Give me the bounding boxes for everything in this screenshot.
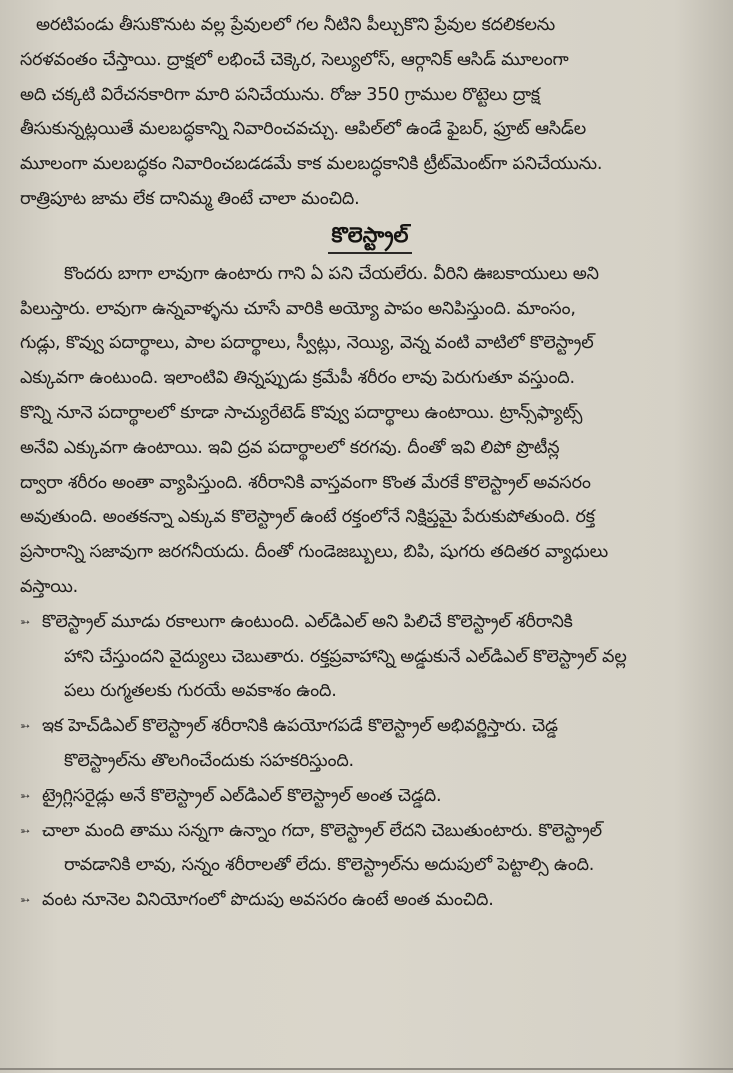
text-line: కొందరు బాగా లావుగా ఉంటారు గాని ఏ పని చేయలేరు. వీరిని ఊబకాయులు అని <box>64 263 599 284</box>
bullet-item <box>20 779 720 814</box>
text-line: ప్రసారాన్ని సజావుగా జరగనీయదు. దీంతో గుండెజబ్బులు, బిపి, షుగరు తదితర వ్యాధులు <box>20 542 608 563</box>
text-line: పిలుస్తారు. లావుగా ఉన్నవాళ్ళను చూసే వారికి అయ్యో పాపం అనిపిస్తుంది. మాంసం, <box>20 298 576 319</box>
bullet-arrow-icon: ➳ <box>20 719 31 734</box>
bullet-item <box>20 605 720 709</box>
text-line: అది చక్కటి విరేచనకారిగా మారి పనిచేయును. రోజు 350 గ్రాముల రొట్టెలు ద్రాక్ష <box>20 84 540 105</box>
bullet-text: కొలెస్ట్రాల్ మూడు రకాలుగా ఉంటుంది. ఎల్‌డిఎల్ అని పిలిచే కొలెస్ట్రాల్ శరీరానికి <box>42 611 573 632</box>
bullet-text: ఇక హెచ్‌డిఎల్ కొలెస్ట్రాల్ శరీరానికి ఉపయోగపడే కొలెస్ట్రాల్ అభివర్ణిస్తారు. చెడ్డ <box>42 716 558 737</box>
bullet-text: కొలెస్ట్రాల్‌ను తొలగించేందుకు సహకరిస్తుంది. <box>64 750 354 771</box>
page-bottom-rule <box>0 1068 733 1070</box>
bullet-arrow-icon: ➳ <box>20 893 31 908</box>
text-line: ద్వారా శరీరం అంతా వ్యాపిస్తుంది. శరీరానికి వాస్తవంగా కొంత మేరకే కొలెస్ట్రాల్ అవసరం <box>20 472 591 493</box>
text-line: కొన్ని నూనె పదార్థాలలో కూడా సాచ్యురేటెడ్ కొవ్వు పదార్థాలు ఉంటాయి. ట్రాన్స్‌ఫ్యాట్స్ <box>20 402 583 423</box>
bullet-arrow-icon: ➳ <box>20 823 31 838</box>
paragraph-cholesterol <box>20 257 720 605</box>
text-line: వస్తాయి. <box>20 576 79 597</box>
bullet-text: చాలా మంది తాము సన్నగా ఉన్నాం గదా, కొలెస్ట్రాల్ లేదని చెబుతుంటారు. కొలెస్ట్రాల్ <box>42 820 602 841</box>
bullet-text: హాని చేస్తుందని వైద్యులు చెబుతారు. రక్తప్రవాహాన్ని అడ్డుకునే ఎల్‌డిఎల్ కొలెస్ట్రాల్ వల్ల <box>64 646 627 667</box>
text-line: మూలంగా మలబద్ధకం నివారించబడడమే కాక మలబద్ధకానికి ట్రీట్‌మెంట్‌గా పనిచేయును. <box>20 154 603 175</box>
bullet-arrow-icon: ➳ <box>20 788 31 803</box>
bullet-text: ట్రైగ్లిసరైడ్లు అనే కొలెస్ట్రాల్ ఎల్‌డిఎల్ కొలెస్ట్రాల్ అంత చెడ్డది. <box>42 785 442 806</box>
bullet-list <box>20 605 720 918</box>
section-heading-wrap <box>20 217 720 257</box>
text-line: అనేవి ఎక్కువగా ఉంటాయి. ఇవి ద్రవ పదార్థాలలో కరగవు. దీంతో ఇవి లిపో ప్రొటీన్ల <box>20 437 560 458</box>
section-heading: కొలెస్ట్రాల్ <box>328 218 413 254</box>
text-line: అవుతుంది. అంతకన్నా ఎక్కువ కొలెస్ట్రాల్ ఉంటే రక్తంలోనే నిక్షిప్తమై పేరుకుపోతుంది. రక్త <box>20 507 595 528</box>
bullet-text: రావడానికి లావు, సన్నం శరీరాలతో లేదు. కొలెస్ట్రాల్‌ను అదుపులో పెట్టాల్సి ఉంది. <box>64 855 595 876</box>
text-line: సరళవంతం చేస్తాయి. ద్రాక్షలో లభించే చెక్కెర, సెల్యులోస్, ఆర్గానిక్ ఆసిడ్ మూలంగా <box>20 49 569 70</box>
text-line: ఎక్కువగా ఉంటుంది. ఇలాంటివి తిన్నప్పుడు క్రమేపీ శరీరం లావు పెరుగుతూ వస్తుంది. <box>20 368 575 389</box>
bullet-text: పలు రుగ్మతలకు గురయే అవకాశం ఉంది. <box>64 681 337 702</box>
text-line: తీసుకున్నట్లయితే మలబద్ధకాన్ని నివారించవచ్చు. ఆపిల్‌లో ఉండే ఫైబర్, ఫ్రూట్ ఆసిడ్‌ల <box>20 119 587 140</box>
text-line: గుడ్లు, కొవ్వు పదార్థాలు, పాల పదార్థాలు, స్వీట్లు, నెయ్యి, వెన్న వంటి వాటిలో కొలెస్ట్రాల్ <box>20 333 594 354</box>
bullet-item <box>20 709 720 779</box>
bullet-text: వంట నూనెల వినియోగంలో పొదుపు అవసరం ఉంటే అంత మంచిది. <box>42 890 494 911</box>
bullet-item <box>20 883 720 918</box>
bullet-arrow-icon: ➳ <box>20 614 31 629</box>
text-column <box>20 8 720 918</box>
paragraph-intro <box>20 8 720 217</box>
text-line: అరటిపండు తీసుకొనుట వల్ల ప్రేవులలో గల నీటిని పీల్చుకొని ప్రేవుల కదలికలను <box>36 15 556 35</box>
text-line: రాత్రిపూట జామ లేక దానిమ్మ తింటే చాలా మంచిది. <box>20 188 360 209</box>
bullet-item <box>20 814 720 884</box>
